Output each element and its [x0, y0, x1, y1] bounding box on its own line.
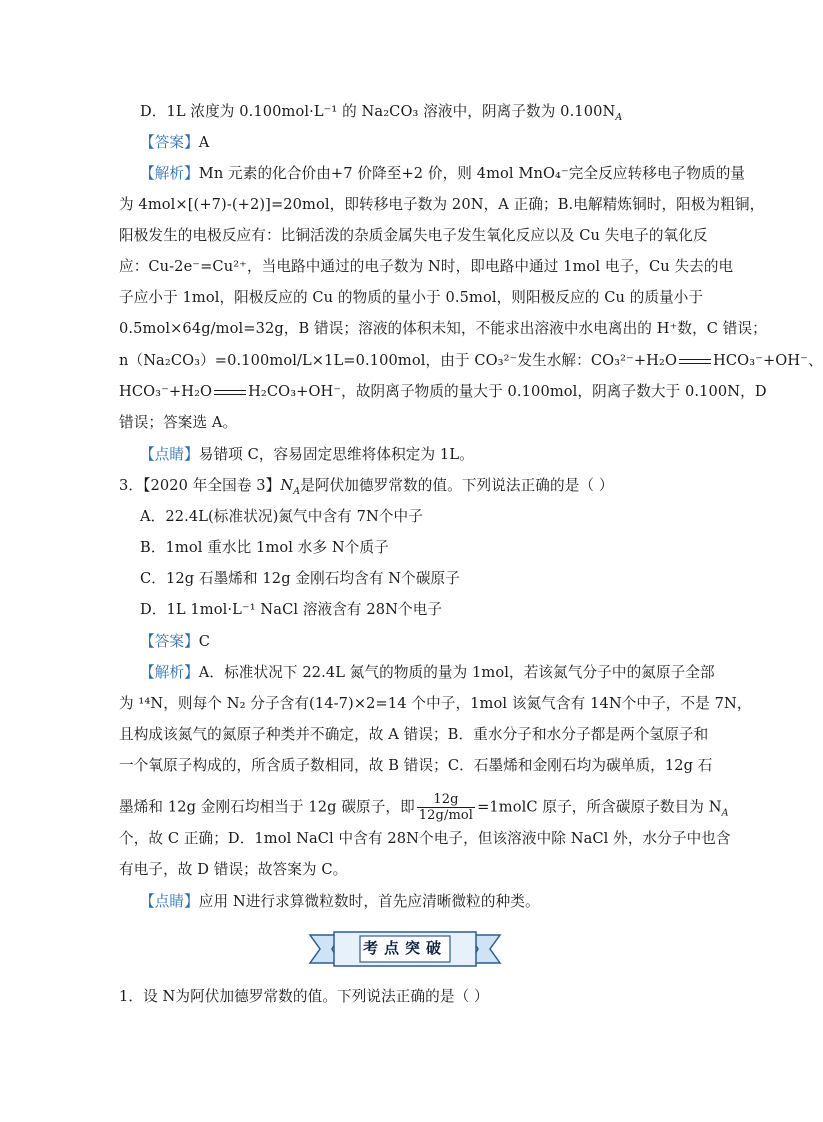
- tip-2: 【点睛】应用 N进行求算微粒数时，首先应清晰微粒的种类。: [140, 893, 540, 910]
- answer-tag: 【答案】: [140, 134, 199, 151]
- tip-tag: 【点睛】: [140, 893, 199, 910]
- q2-option-d: D．1L 浓度为 0.100mol·L⁻¹ 的 Na₂CO₃ 溶液中，阴离子数为 $0.100N_A$: [140, 103, 623, 123]
- fraction: $\frac{12g}{\text{12g/mol}}$: [418, 792, 474, 823]
- explanation-2-line-5: 墨烯和 12g 金刚石均相当于 12g 碳原子，即 $\frac{12g}{\text{12g/mol}}$ =1molC 原子，所含碳原子数目为 $N_A$: [119, 792, 729, 823]
- explanation-2-line-7: 有电子，故 D 错误；故答案为 C。: [119, 861, 348, 878]
- q3-option-d: D．1L 1mol·L⁻¹ NaCl 溶液含有 28N个电子: [140, 601, 443, 618]
- explanation-1-line-9: 错误；答案选 A。: [119, 414, 238, 431]
- section-banner: [310, 929, 500, 969]
- explanation-2-line-1: 【解析】A．标准状况下 22.4L 氮气的物质的量为 1mol，若该氮气分子中的氮原子全部: [140, 664, 715, 681]
- explanation-2-line-6: 个，故 C 正确；D．1mol NaCl 中含有 28N个电子，但该溶液中除 NaCl 外，水分子中也含: [119, 830, 731, 847]
- banner-title: 考点突破: [362, 939, 447, 957]
- question-1: 1．设 N为阿伏加德罗常数的值。下列说法正确的是（ ）: [119, 988, 489, 1005]
- question-3: 3．【2020 年全国卷 3】$N_A$是阿伏加德罗常数的值。下列说法正确的是（ ）: [119, 477, 614, 497]
- explanation-1-line-2: 为 4mol×[(+7)-(+2)]=20mol，即转移电子数为 20N，A 正确；B.电解精炼铜时，阳极为粗铜，: [119, 196, 765, 213]
- explanation-tag: 【解析】: [140, 165, 199, 182]
- q3-option-c: C．12g 石墨烯和 12g 金刚石均含有 N个碳原子: [140, 570, 460, 587]
- equilibrium-arrow: [679, 356, 711, 366]
- tip-1: 【点睛】易错项 C，容易固定思维将体积定为 1L。: [140, 446, 474, 463]
- q3-option-a: A．22.4L(标准状况)氮气中含有 7N个中子: [140, 508, 423, 525]
- explanation-1-line-4: 应：Cu-2e⁻=Cu²⁺，当电路中通过的电子数为 N时，即电路中通过 1mol 电子，Cu 失去的电: [119, 258, 734, 275]
- explanation-2-line-4: 一个氧原子构成的，所含质子数相同，故 B 错误；C．石墨烯和金刚石均为碳单质，12g 石: [119, 757, 713, 774]
- explanation-2-line-3: 且构成该氮气的氮原子种类并不确定，故 A 错误；B．重水分子和水分子都是两个氢原子和: [119, 726, 709, 743]
- q3-option-b: B．1mol 重水比 1mol 水多 N个质子: [140, 539, 389, 556]
- answer-1: 【答案】A: [140, 134, 210, 151]
- answer-2: 【答案】C: [140, 633, 211, 650]
- answer-tag: 【答案】: [140, 633, 199, 650]
- explanation-2-line-2: 为 ¹⁴N，则每个 N₂ 分子含有(14-7)×2=14 个中子，1mol 该氮气含有 14N个中子，不是 7N，: [119, 695, 752, 712]
- tip-tag: 【点睛】: [140, 446, 199, 463]
- explanation-1-line-7: n（Na₂CO₃）=0.100mol/L×1L=0.100mol，由于 CO₃²⁻发生水解：CO₃²⁻+H₂O HCO₃⁻+OH⁻、: [119, 352, 823, 369]
- equilibrium-arrow: [214, 387, 246, 397]
- explanation-1-line-8: HCO₃⁻+H₂O H₂CO₃+OH⁻，故阴离子物质的量大于 0.100mol，阴离子数大于 0.100N，D: [119, 383, 767, 400]
- explanation-1-line-3: 阳极发生的电极反应有：比铜活泼的杂质金属失电子发生氧化反应以及 Cu 失电子的氧化反: [119, 227, 708, 244]
- explanation-1-line-6: 0.5mol×64g/mol=32g，B 错误；溶液的体积未知，不能求出溶液中水电离出的 H⁺数，C 错误；: [119, 320, 767, 337]
- explanation-1-line-1: 【解析】Mn 元素的化合价由+7 价降至+2 价，则 4mol MnO₄⁻完全反应转移电子物质的量: [140, 165, 746, 182]
- explanation-tag: 【解析】: [140, 664, 199, 681]
- explanation-1-line-5: 子应小于 1mol，阳极反应的 Cu 的物质的量小于 0.5mol，则阳极反应的 Cu 的质量小于: [119, 289, 704, 306]
